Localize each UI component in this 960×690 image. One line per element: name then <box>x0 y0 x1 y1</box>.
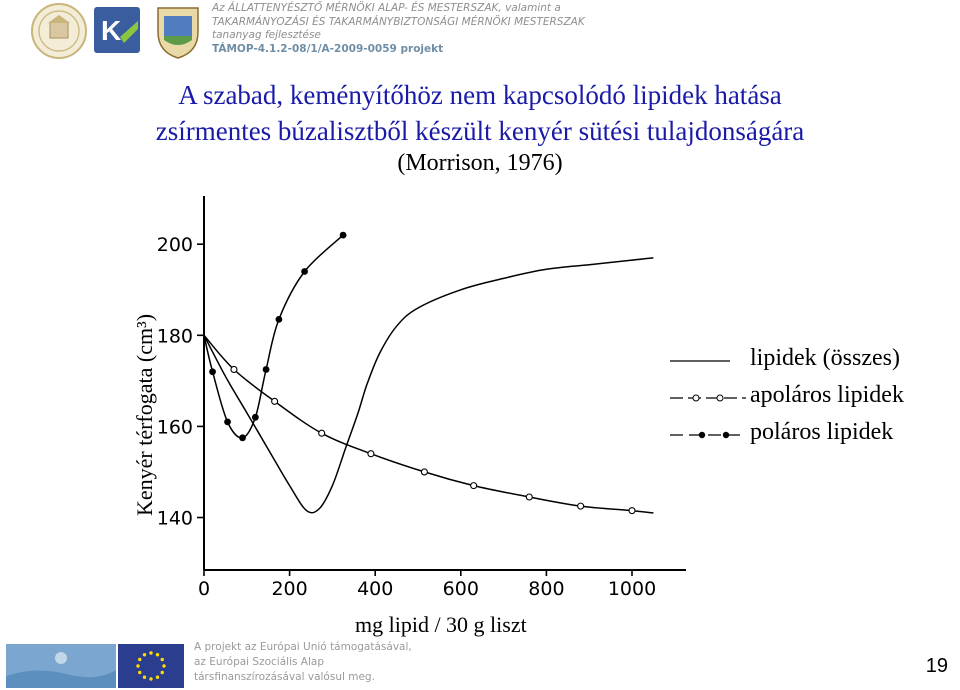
series-2-point-5 <box>263 366 270 373</box>
series-2-point-1 <box>209 368 216 375</box>
series-2-point-7 <box>301 268 308 275</box>
svg-text:K: K <box>101 15 122 46</box>
series-1 <box>204 335 653 513</box>
legend-label: lipidek (összes) <box>750 345 900 371</box>
series-1-point-5 <box>421 469 427 475</box>
eu-star-2 <box>156 676 159 679</box>
eu-star-10 <box>156 653 159 656</box>
series-1-point-6 <box>471 483 477 489</box>
y-tick-label-160: 160 <box>156 416 193 439</box>
x-axis-label: mg lipid / 30 g liszt <box>355 612 527 637</box>
series-0 <box>204 258 653 513</box>
eu-star-6 <box>136 664 139 667</box>
y-tick-label-140: 140 <box>156 507 193 530</box>
legend-swatch-solid <box>668 351 748 371</box>
x-tick-label-1000: 1000 <box>607 578 657 600</box>
chart-series-layer <box>204 232 653 514</box>
eu-star-9 <box>149 651 152 654</box>
series-line-2 <box>204 235 343 438</box>
footer-text: A projekt az Európai Unió támogatásával, az Európai Szociális Alap társfinanszírozásával valósul meg. <box>194 641 412 683</box>
page-title-line2: zsírmentes búzalisztből készült kenyér sütési tulajdonságára <box>155 116 805 146</box>
x-tick-label-200: 200 <box>271 578 308 600</box>
series-2-point-2 <box>224 418 231 425</box>
series-line-0 <box>204 258 653 513</box>
legend-swatch-open-circles <box>668 388 748 408</box>
y-tick-label-200: 200 <box>156 234 193 257</box>
eu-star-1 <box>161 671 164 674</box>
eu-star-5 <box>138 671 141 674</box>
series-1-point-1 <box>231 366 237 372</box>
x-tick-label-400: 400 <box>357 578 394 600</box>
series-2-point-3 <box>239 434 246 441</box>
eu-star-11 <box>161 658 164 661</box>
x-tick-label-0: 0 <box>197 578 211 600</box>
y-axis-label: Kenyér térfogata (cm³) <box>132 313 157 517</box>
legend-label: poláros lipidek <box>750 419 894 445</box>
page-title-line1: A szabad, keményítőhöz nem kapcsolódó lipidek hatása <box>178 80 782 110</box>
series-2-point-4 <box>252 414 259 421</box>
eu-star-0 <box>162 664 165 667</box>
eu-star-8 <box>143 653 146 656</box>
eu-star-3 <box>149 677 152 680</box>
y-tick-label-180: 180 <box>156 325 193 348</box>
series-2 <box>204 232 347 441</box>
series-1-point-4 <box>368 451 374 457</box>
eu-star-4 <box>143 676 146 679</box>
series-line-1 <box>204 335 653 513</box>
header-text: Az ÁLLATTENYÉSZTŐ MÉRNÖKI ALAP- ÉS MESTERSZAK, valamint a TAKARMÁNYOZÁSI ÉS TAKARMÁNYBIZTONSÁGI MÉRNÖKI MESTERSZAK tananyag fejlesztése TÁMOP-4.1.2-08/1/A-2009-0059 projekt <box>212 2 585 55</box>
x-tick-label-800: 800 <box>528 578 565 600</box>
series-1-point-7 <box>526 494 532 500</box>
citation: (Morrison, 1976) <box>397 150 563 176</box>
legend-swatch-filled-dots <box>668 425 748 445</box>
series-1-point-3 <box>319 430 325 436</box>
series-1-point-8 <box>578 503 584 509</box>
legend-label: apoláros lipidek <box>750 382 904 408</box>
x-tick-label-600: 600 <box>442 578 479 600</box>
chart-axes <box>157 196 686 600</box>
series-2-point-6 <box>276 316 283 323</box>
uj-magyarorszag-logo-icon <box>6 644 116 688</box>
eu-flag-icon <box>118 644 184 688</box>
series-2-point-8 <box>340 232 347 239</box>
eu-star-7 <box>138 658 141 661</box>
series-1-point-2 <box>272 398 278 404</box>
page-number: 19 <box>925 655 948 677</box>
series-1-point-9 <box>629 508 635 514</box>
